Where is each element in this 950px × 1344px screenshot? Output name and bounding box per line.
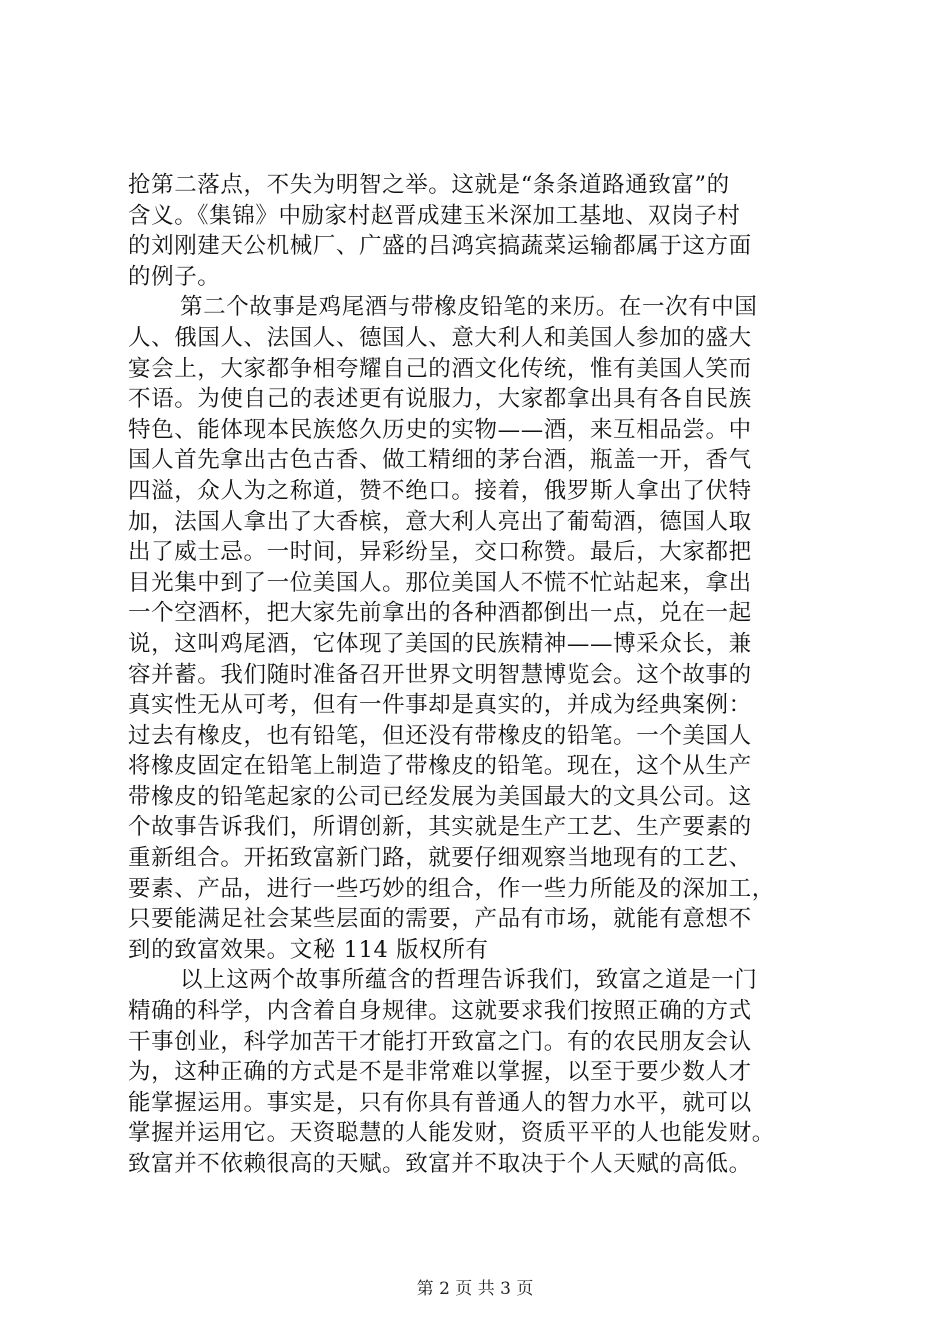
text-line: 干事创业，科学加苦干才能打开致富之门。有的农民朋友会认 [128,1028,752,1055]
text-line: 不语。为使自己的表述更有说服力，大家都拿出具有各自民族 [128,386,752,413]
text-line: 目光集中到了一位美国人。那位美国人不慌不忙站起来，拿出 [128,569,752,596]
text-line: 的刘刚建天公机械厂、广盛的吕鸿宾搞蔬菜运输都属于这方面 [128,233,752,260]
text-line: 加，法国人拿出了大香槟，意大利人亮出了葡萄酒，德国人取 [128,508,752,535]
text-line: 含义。《集锦》中励家村赵晋成建玉米深加工基地、双岗子村 [128,202,741,229]
text-line: 四溢，众人为之称道，赞不绝口。接着，俄罗斯人拿出了伏特 [128,477,752,504]
text-line: 到的致富效果。文秘 114 版权所有 [128,936,489,963]
text-line: 能掌握运用。事实是，只有你具有普通人的智力水平，就可以 [128,1089,752,1116]
text-line: 出了威士忌。一时间，异彩纷呈，交口称赞。最后，大家都把 [128,539,752,566]
paragraph-start-line: 以上这两个故事所蕴含的哲理告诉我们，致富之道是一门 [180,967,758,994]
document-body [128,170,828,1180]
text-line: 重新组合。开拓致富新门路，就要仔细观察当地现有的工艺、 [128,845,752,872]
text-line: 容并蓄。我们随时准备召开世界文明智慧博览会。这个故事的 [128,661,752,688]
text-line: 一个空酒杯，把大家先前拿出的各种酒都倒出一点，兑在一起 [128,600,752,627]
text-line: 真实性无从可考，但有一件事却是真实的，并成为经典案例： [128,692,752,719]
paragraph-start-line: 第二个故事是鸡尾酒与带橡皮铅笔的来历。在一次有中国 [180,294,758,321]
text-line: 人、俄国人、法国人、德国人、意大利人和美国人参加的盛大 [128,324,752,351]
text-line: 致富并不依赖很高的天赋。致富并不取决于个人天赋的高低。 [128,1151,752,1177]
text-line: 个故事告诉我们，所谓创新，其实就是生产工艺、生产要素的 [128,814,752,841]
text-line: 掌握并运用它。天资聪慧的人能发财，资质平平的人也能发财。 [128,1120,775,1147]
text-line: 特色、能体现本民族悠久历史的实物——酒，来互相品尝。中 [128,416,752,443]
text-line: 抢第二落点，不失为明智之举。这就是“条条道路通致富”的 [128,172,730,198]
text-line: 要素、产品，进行一些巧妙的组合，作一些力所能及的深加工， [128,875,775,902]
text-line: 的例子。 [128,263,221,290]
text-line: 为，这种正确的方式是不是非常难以掌握，以至于要少数人才 [128,1059,752,1086]
text-line: 精确的科学，内含着自身规律。这就要求我们按照正确的方式 [128,998,752,1025]
text-line: 说，这叫鸡尾酒，它体现了美国的民族精神——博采众长，兼 [128,630,752,657]
page-footer: 第 2 页 共 3 页 [416,1279,534,1299]
text-line: 国人首先拿出古色古香、做工精细的茅台酒，瓶盖一开，香气 [128,447,752,474]
text-line: 过去有橡皮，也有铅笔，但还没有带橡皮的铅笔。一个美国人 [128,722,752,749]
text-line: 只要能满足社会某些层面的需要，产品有市场，就能有意想不 [128,906,752,933]
text-line: 带橡皮的铅笔起家的公司已经发展为美国最大的文具公司。这 [128,783,752,810]
text-line: 将橡皮固定在铅笔上制造了带橡皮的铅笔。现在，这个从生产 [128,753,752,780]
text-line: 宴会上，大家都争相夸耀自己的酒文化传统，惟有美国人笑而 [128,355,752,382]
